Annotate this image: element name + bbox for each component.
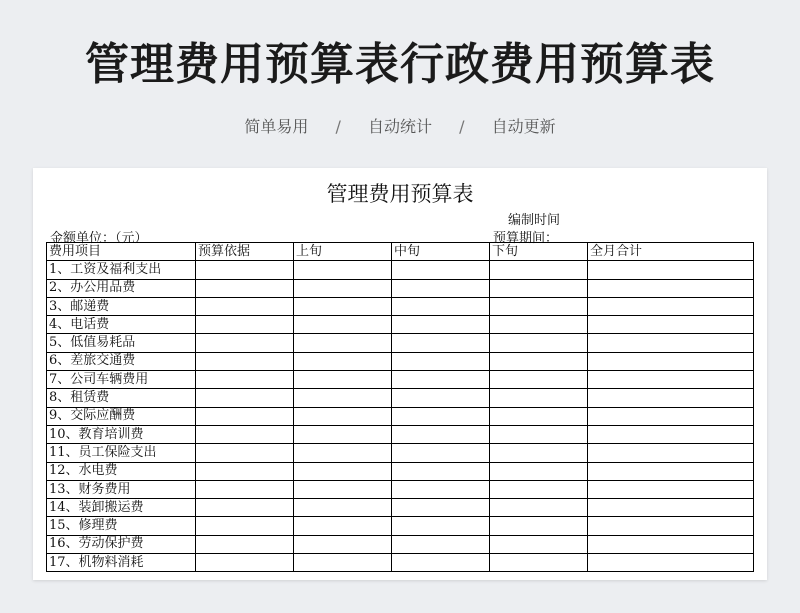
table-row bbox=[47, 297, 754, 315]
empty-cell[interactable] bbox=[294, 334, 392, 352]
empty-cell[interactable] bbox=[588, 297, 754, 315]
empty-cell[interactable] bbox=[588, 517, 754, 535]
tag-separator: / bbox=[459, 117, 465, 136]
compile-time-label: 编制时间 bbox=[508, 213, 561, 228]
empty-cell[interactable] bbox=[294, 261, 392, 279]
empty-cell[interactable] bbox=[490, 389, 588, 407]
empty-cell[interactable] bbox=[490, 371, 588, 389]
table-row bbox=[47, 407, 754, 425]
empty-cell[interactable] bbox=[490, 517, 588, 535]
expense-item-cell: 5、低值易耗品 bbox=[47, 334, 196, 352]
empty-cell[interactable] bbox=[294, 425, 392, 443]
empty-cell[interactable] bbox=[490, 535, 588, 553]
feature-tag: 自动更新 bbox=[491, 117, 556, 136]
expense-item-cell: 16、劳动保护费 bbox=[47, 535, 196, 553]
empty-cell[interactable] bbox=[588, 480, 754, 498]
empty-cell[interactable] bbox=[392, 444, 490, 462]
table-row bbox=[47, 371, 754, 389]
feature-tag: 简单易用 bbox=[244, 117, 309, 136]
empty-cell[interactable] bbox=[588, 444, 754, 462]
empty-cell[interactable] bbox=[392, 352, 490, 370]
empty-cell[interactable] bbox=[490, 352, 588, 370]
document-title: 管理费用预算表 bbox=[326, 182, 474, 206]
empty-cell[interactable] bbox=[196, 499, 294, 517]
empty-cell[interactable] bbox=[392, 499, 490, 517]
empty-cell[interactable] bbox=[196, 297, 294, 315]
empty-cell[interactable] bbox=[294, 517, 392, 535]
table-row bbox=[47, 389, 754, 407]
empty-cell[interactable] bbox=[392, 389, 490, 407]
expense-item-cell: 9、交际应酬费 bbox=[47, 407, 196, 425]
table-row bbox=[47, 334, 754, 352]
empty-cell[interactable] bbox=[588, 499, 754, 517]
empty-cell[interactable] bbox=[294, 352, 392, 370]
empty-cell[interactable] bbox=[196, 261, 294, 279]
table-row bbox=[47, 480, 754, 498]
empty-cell[interactable] bbox=[196, 316, 294, 334]
empty-cell[interactable] bbox=[588, 371, 754, 389]
empty-cell[interactable] bbox=[490, 297, 588, 315]
empty-cell[interactable] bbox=[588, 389, 754, 407]
empty-cell[interactable] bbox=[490, 480, 588, 498]
empty-cell[interactable] bbox=[588, 261, 754, 279]
empty-cell[interactable] bbox=[294, 279, 392, 297]
empty-cell[interactable] bbox=[196, 554, 294, 572]
expense-item-cell: 12、水电费 bbox=[47, 462, 196, 480]
expense-item-cell: 15、修理费 bbox=[47, 517, 196, 535]
empty-cell[interactable] bbox=[490, 261, 588, 279]
empty-cell[interactable] bbox=[294, 480, 392, 498]
expense-item-cell: 7、公司车辆费用 bbox=[47, 371, 196, 389]
table-row bbox=[47, 261, 754, 279]
empty-cell[interactable] bbox=[196, 371, 294, 389]
empty-cell[interactable] bbox=[392, 279, 490, 297]
table-row bbox=[47, 444, 754, 462]
feature-tags bbox=[0, 114, 800, 137]
budget-table bbox=[46, 242, 754, 572]
empty-cell[interactable] bbox=[392, 554, 490, 572]
empty-cell[interactable] bbox=[196, 462, 294, 480]
empty-cell[interactable] bbox=[392, 334, 490, 352]
empty-cell[interactable] bbox=[294, 389, 392, 407]
expense-item-cell: 1、工资及福利支出 bbox=[47, 261, 196, 279]
table-row bbox=[47, 517, 754, 535]
table-row bbox=[47, 535, 754, 553]
empty-cell[interactable] bbox=[294, 499, 392, 517]
empty-cell[interactable] bbox=[196, 389, 294, 407]
table-row bbox=[47, 425, 754, 443]
empty-cell[interactable] bbox=[392, 462, 490, 480]
empty-cell[interactable] bbox=[294, 444, 392, 462]
empty-cell[interactable] bbox=[490, 444, 588, 462]
table-row bbox=[47, 316, 754, 334]
expense-item-cell: 3、邮递费 bbox=[47, 297, 196, 315]
empty-cell[interactable] bbox=[490, 279, 588, 297]
empty-cell[interactable] bbox=[294, 462, 392, 480]
empty-cell[interactable] bbox=[588, 279, 754, 297]
empty-cell[interactable] bbox=[392, 535, 490, 553]
expense-item-cell: 6、差旅交通费 bbox=[47, 352, 196, 370]
empty-cell[interactable] bbox=[294, 407, 392, 425]
empty-cell[interactable] bbox=[294, 371, 392, 389]
column-header: 上旬 bbox=[294, 243, 392, 261]
table-row bbox=[47, 499, 754, 517]
empty-cell[interactable] bbox=[392, 261, 490, 279]
empty-cell[interactable] bbox=[588, 407, 754, 425]
empty-cell[interactable] bbox=[294, 316, 392, 334]
expense-item-cell: 4、电话费 bbox=[47, 316, 196, 334]
expense-item-cell: 14、装卸搬运费 bbox=[47, 499, 196, 517]
empty-cell[interactable] bbox=[490, 407, 588, 425]
column-header: 下旬 bbox=[490, 243, 588, 261]
amount-unit-label: 金额单位：（元） bbox=[50, 231, 148, 246]
banner-title: 管理费用预算表行政费用预算表 bbox=[85, 39, 715, 90]
empty-cell[interactable] bbox=[196, 480, 294, 498]
table-row bbox=[47, 554, 754, 572]
table-row bbox=[47, 462, 754, 480]
empty-cell[interactable] bbox=[588, 554, 754, 572]
empty-cell[interactable] bbox=[392, 517, 490, 535]
empty-cell[interactable] bbox=[588, 425, 754, 443]
empty-cell[interactable] bbox=[196, 352, 294, 370]
empty-cell[interactable] bbox=[588, 334, 754, 352]
empty-cell[interactable] bbox=[490, 425, 588, 443]
empty-cell[interactable] bbox=[196, 334, 294, 352]
column-header: 中旬 bbox=[392, 243, 490, 261]
empty-cell[interactable] bbox=[490, 462, 588, 480]
empty-cell[interactable] bbox=[294, 554, 392, 572]
empty-cell[interactable] bbox=[392, 297, 490, 315]
empty-cell[interactable] bbox=[392, 425, 490, 443]
empty-cell[interactable] bbox=[196, 279, 294, 297]
empty-cell[interactable] bbox=[196, 425, 294, 443]
column-header: 预算依据 bbox=[196, 243, 294, 261]
empty-cell[interactable] bbox=[490, 554, 588, 572]
feature-tag: 自动统计 bbox=[367, 117, 432, 136]
table-row bbox=[47, 352, 754, 370]
empty-cell[interactable] bbox=[588, 352, 754, 370]
empty-cell[interactable] bbox=[588, 535, 754, 553]
table-header-row bbox=[47, 243, 754, 261]
spreadsheet-preview bbox=[33, 168, 767, 580]
empty-cell[interactable] bbox=[196, 517, 294, 535]
empty-cell[interactable] bbox=[490, 316, 588, 334]
empty-cell[interactable] bbox=[490, 499, 588, 517]
tag-separator: / bbox=[335, 117, 341, 136]
empty-cell[interactable] bbox=[196, 407, 294, 425]
expense-item-cell: 17、机物料消耗 bbox=[47, 554, 196, 572]
expense-item-cell: 2、办公用品费 bbox=[47, 279, 196, 297]
empty-cell[interactable] bbox=[392, 407, 490, 425]
column-header: 费用项目 bbox=[47, 243, 196, 261]
empty-cell[interactable] bbox=[392, 316, 490, 334]
empty-cell[interactable] bbox=[196, 535, 294, 553]
empty-cell[interactable] bbox=[196, 444, 294, 462]
table-row bbox=[47, 279, 754, 297]
empty-cell[interactable] bbox=[588, 462, 754, 480]
expense-item-cell: 11、员工保险支出 bbox=[47, 444, 196, 462]
empty-cell[interactable] bbox=[490, 334, 588, 352]
empty-cell[interactable] bbox=[392, 480, 490, 498]
empty-cell[interactable] bbox=[294, 535, 392, 553]
empty-cell[interactable] bbox=[588, 316, 754, 334]
column-header: 全月合计 bbox=[588, 243, 754, 261]
empty-cell[interactable] bbox=[294, 297, 392, 315]
expense-item-cell: 10、教育培训费 bbox=[47, 425, 196, 443]
expense-item-cell: 8、租赁费 bbox=[47, 389, 196, 407]
budget-period-label: 预算期间： bbox=[493, 231, 559, 246]
empty-cell[interactable] bbox=[392, 371, 490, 389]
expense-item-cell: 13、财务费用 bbox=[47, 480, 196, 498]
